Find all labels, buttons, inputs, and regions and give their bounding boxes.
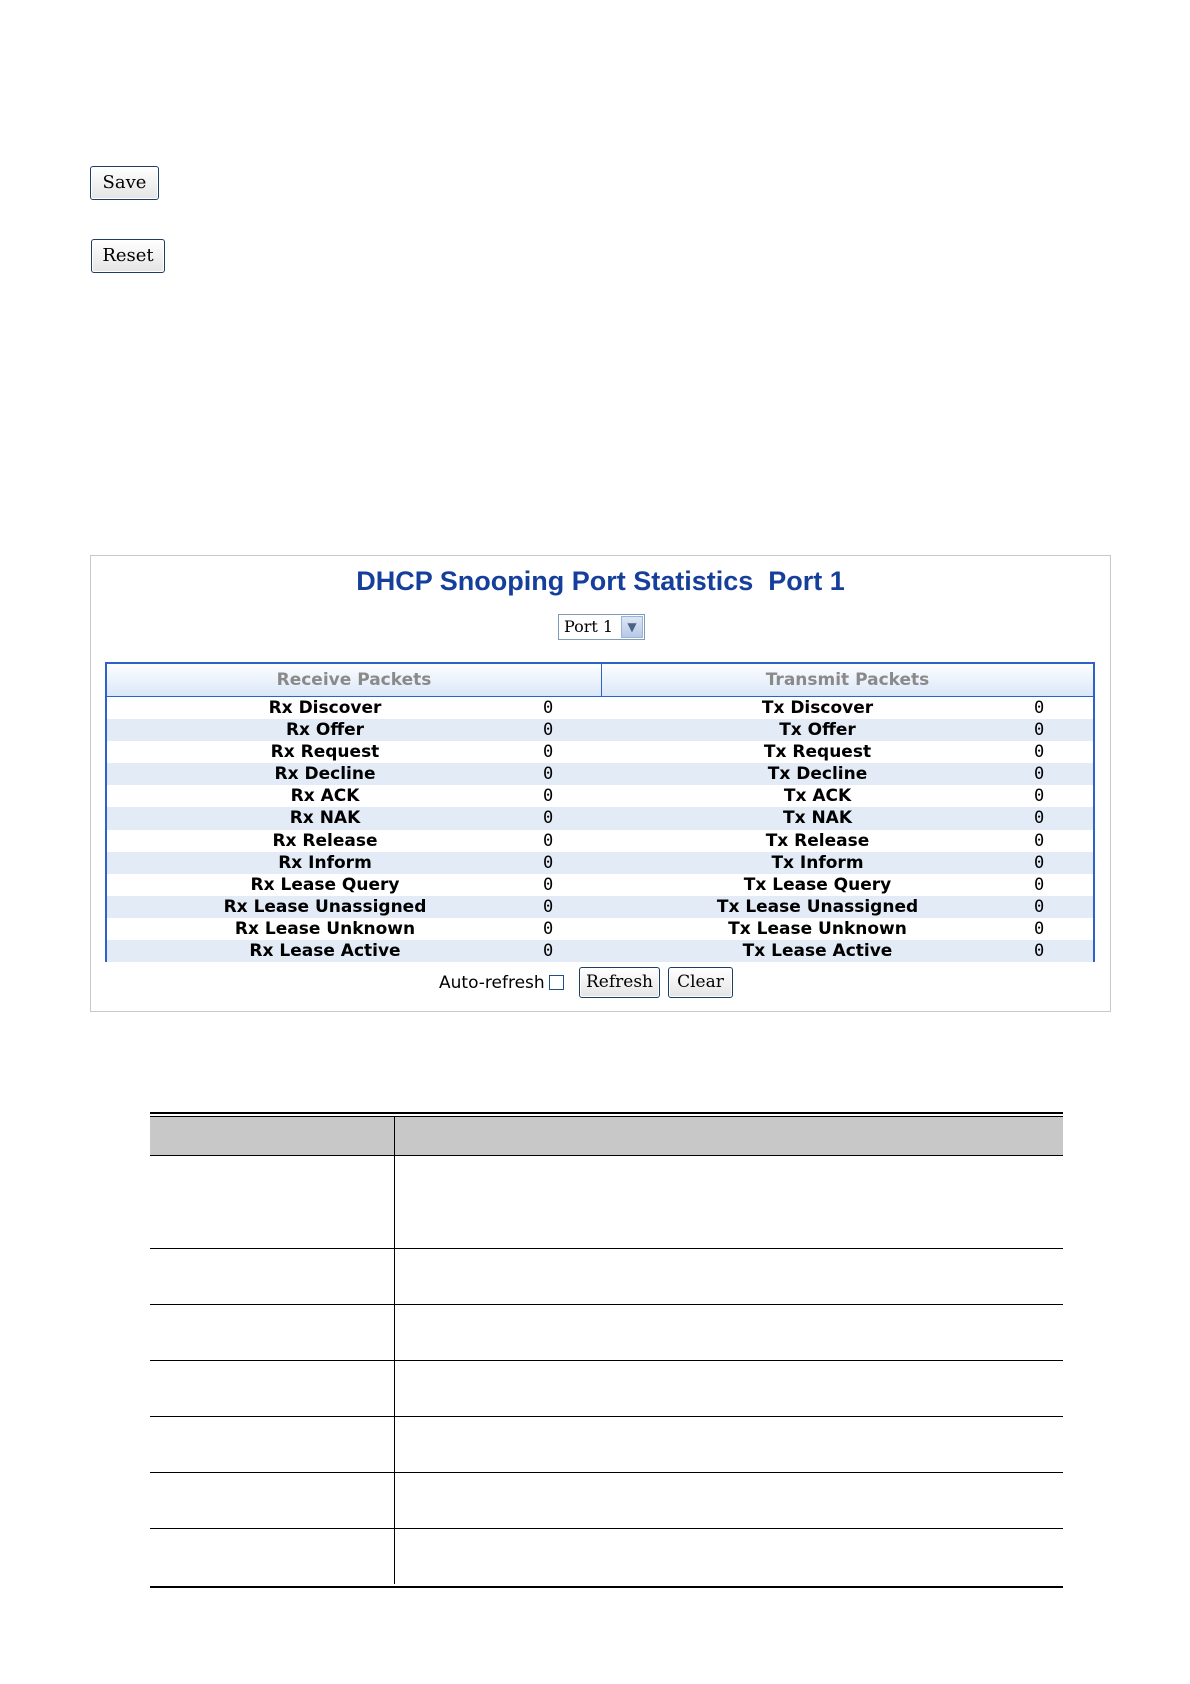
- rx-counter-value: 0: [543, 786, 554, 807]
- tx-counter-value: 0: [1034, 830, 1045, 851]
- tx-counter-value: 0: [1034, 852, 1045, 873]
- object-cell: [150, 1156, 395, 1248]
- table-row: [107, 852, 1093, 874]
- tx-counter-value: 0: [1034, 896, 1045, 917]
- table-row: [150, 1529, 1063, 1584]
- tx-counter-value: 0: [1034, 764, 1045, 785]
- rx-counter-value: 0: [543, 918, 554, 939]
- rx-counter-label: Rx Lease Active: [249, 941, 401, 962]
- chevron-down-icon[interactable]: ▼: [621, 616, 643, 638]
- statistics-table-header: [107, 664, 1093, 697]
- reset-button[interactable]: Reset: [91, 239, 165, 273]
- rx-counter-value: 0: [543, 830, 554, 851]
- clear-button[interactable]: Clear: [668, 967, 733, 998]
- auto-refresh-label: Auto-refresh: [439, 973, 545, 993]
- rx-counter-label: Rx Lease Unknown: [234, 918, 416, 939]
- table-row: [107, 896, 1093, 918]
- statistics-table-body: [107, 697, 1093, 962]
- object-cell: [150, 1529, 395, 1584]
- description-cell: [395, 1361, 1063, 1416]
- description-cell: [395, 1417, 1063, 1472]
- description-cell: [395, 1529, 1063, 1584]
- tx-counter-value: 0: [1034, 941, 1045, 962]
- description-cell: [395, 1249, 1063, 1304]
- rx-counter-label: Rx ACK: [290, 786, 360, 807]
- tx-counter-value: 0: [1034, 874, 1045, 895]
- description-cell: [395, 1305, 1063, 1360]
- tx-counter-value: 0: [1034, 918, 1045, 939]
- object-cell: [150, 1305, 395, 1360]
- table-row: [107, 741, 1093, 763]
- rx-counter-label: Rx Inform: [278, 852, 372, 873]
- transmit-packets-header: Transmit Packets: [765, 670, 930, 690]
- table-row: [150, 1305, 1063, 1361]
- rx-counter-value: 0: [543, 896, 554, 917]
- description-cell: [395, 1156, 1063, 1248]
- table-row: [150, 1417, 1063, 1473]
- description-table-body: [150, 1156, 1063, 1584]
- table-row: [150, 1361, 1063, 1417]
- description-table: [150, 1112, 1063, 1588]
- table-row: [107, 807, 1093, 829]
- tx-counter-label: Tx Request: [763, 742, 872, 763]
- auto-refresh-checkbox[interactable]: [549, 975, 564, 990]
- table-top-rule: [150, 1112, 1063, 1114]
- rx-counter-label: Rx Decline: [274, 764, 376, 785]
- rx-counter-value: 0: [543, 874, 554, 895]
- tx-counter-label: Tx Release: [765, 830, 870, 851]
- table-row: [150, 1249, 1063, 1305]
- rx-counter-label: Rx Lease Query: [250, 874, 400, 895]
- header-cell-description: [395, 1117, 1063, 1155]
- tx-counter-label: Tx Lease Query: [743, 874, 892, 895]
- port-select-value: Port 1: [564, 617, 614, 636]
- rx-counter-label: Rx Offer: [285, 720, 365, 741]
- description-table-header: [150, 1117, 1063, 1156]
- tx-counter-label: Tx Inform: [771, 852, 864, 873]
- tx-counter-value: 0: [1034, 786, 1045, 807]
- port-select[interactable]: [558, 614, 645, 640]
- table-row: [150, 1156, 1063, 1249]
- tx-counter-value: 0: [1034, 742, 1045, 763]
- table-row: [107, 874, 1093, 896]
- tx-counter-label: Tx Discover: [761, 698, 874, 718]
- table-row: [107, 763, 1093, 785]
- tx-counter-value: 0: [1034, 720, 1045, 741]
- rx-counter-label: Rx NAK: [289, 808, 361, 829]
- table-bottom-rule: [150, 1586, 1063, 1588]
- tx-counter-label: Tx Decline: [767, 764, 868, 785]
- rx-counter-value: 0: [543, 720, 554, 741]
- object-cell: [150, 1361, 395, 1416]
- rx-counter-value: 0: [543, 742, 554, 763]
- rx-counter-value: 0: [543, 941, 554, 962]
- receive-packets-header: Receive Packets: [107, 664, 602, 696]
- tx-counter-label: Tx Offer: [779, 720, 856, 741]
- tx-counter-value: 0: [1034, 808, 1045, 829]
- statistics-table: [105, 662, 1095, 962]
- page-title: DHCP Snooping Port Statistics Port 1: [356, 566, 845, 596]
- save-button[interactable]: Save: [90, 166, 159, 200]
- header-cell-object: [150, 1117, 395, 1155]
- rx-counter-label: Rx Request: [270, 742, 380, 763]
- tx-counter-label: Tx Lease Unknown: [728, 918, 907, 939]
- table-row: [107, 940, 1093, 962]
- rx-counter-label: Rx Lease Unassigned: [223, 896, 427, 917]
- table-row: [150, 1473, 1063, 1529]
- refresh-button[interactable]: Refresh: [579, 967, 660, 998]
- dhcp-snooping-port-statistics-panel: [90, 555, 1111, 1012]
- object-cell: [150, 1417, 395, 1472]
- tx-counter-label: Tx ACK: [783, 786, 852, 807]
- table-row: [107, 697, 1093, 719]
- tx-counter-label: Tx Lease Active: [742, 941, 893, 962]
- object-cell: [150, 1473, 395, 1528]
- tx-counter-value: 0: [1034, 698, 1045, 718]
- object-cell: [150, 1249, 395, 1304]
- table-row: [107, 918, 1093, 940]
- table-row: [107, 785, 1093, 807]
- tx-counter-label: Tx NAK: [782, 808, 853, 829]
- rx-counter-value: 0: [543, 808, 554, 829]
- rx-counter-value: 0: [543, 764, 554, 785]
- table-row: [107, 719, 1093, 741]
- panel-footer: [91, 966, 1110, 1002]
- description-cell: [395, 1473, 1063, 1528]
- rx-counter-label: Rx Discover: [268, 698, 382, 718]
- rx-counter-value: 0: [543, 852, 554, 873]
- rx-counter-label: Rx Release: [272, 830, 378, 851]
- tx-counter-label: Tx Lease Unassigned: [716, 896, 919, 917]
- table-row: [107, 830, 1093, 852]
- rx-counter-value: 0: [543, 698, 554, 718]
